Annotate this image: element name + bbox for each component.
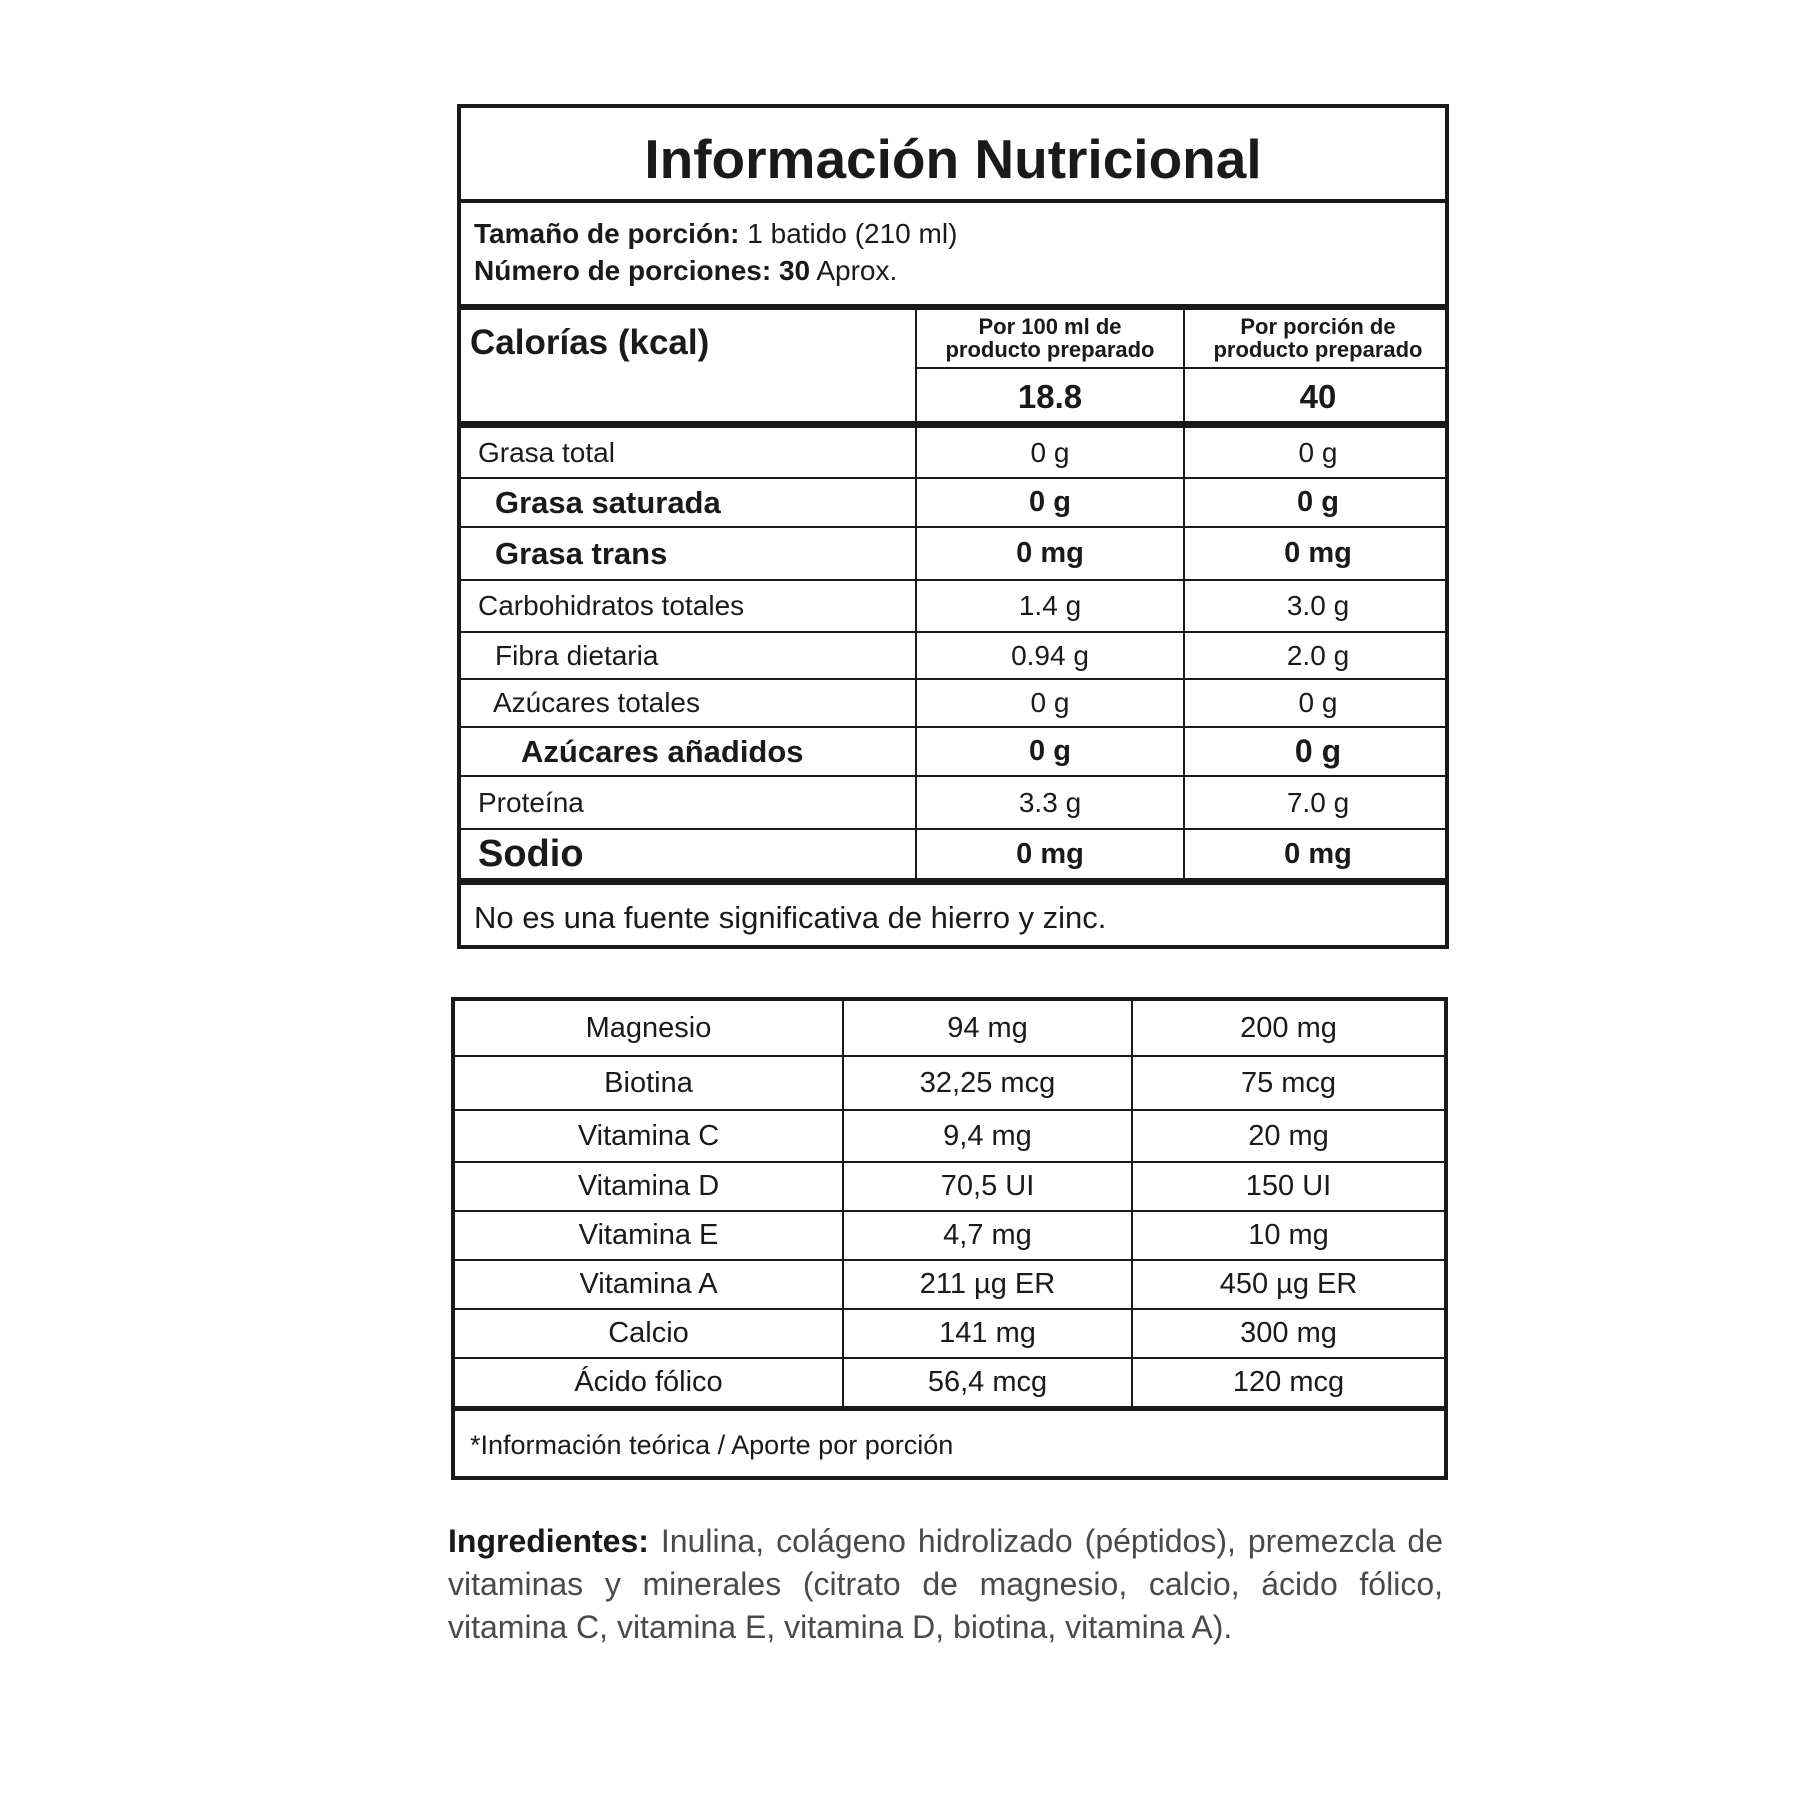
micronutrient-name: Vitamina C [577,1119,720,1152]
nutrition-label [457,104,1449,949]
table-row [461,728,915,775]
micronutrient-value-portion: 20 mg [1248,1119,1329,1152]
nutrient-value-portion: 0 g [1298,687,1338,718]
col-header-100ml-line1: Por 100 ml de [978,314,1122,339]
table-row [461,581,915,631]
label-footnote: No es una fuente significativa de hierro y zinc. [474,900,1107,935]
nutrient-value-portion: 0 g [1294,733,1342,769]
table-row [461,528,915,579]
divider [455,1406,1444,1411]
nutrient-name: Proteína [478,786,584,818]
micronutrient-value-portion: 450 µg ER [1219,1268,1358,1300]
micronutrient-name: Magnesio [585,1011,712,1044]
micronutrient-value-100ml: 141 mg [939,1317,1036,1349]
table-row [461,680,915,726]
micronutrients-footnote: *Información teórica / Aporte por porción [470,1430,954,1460]
micronutrient-value-portion: 300 mg [1240,1317,1337,1349]
divider [461,878,1445,885]
micronutrient-value-100ml: 4,7 mg [943,1219,1032,1251]
divider [461,199,1445,203]
col-header-portion-line2: producto preparado [1213,337,1423,362]
col-header-portion-line1: Por porción de [1240,314,1396,339]
micronutrient-value-100ml: 211 µg ER [919,1268,1056,1300]
nutrient-value-portion: 0 g [1297,486,1339,518]
micronutrient-value-portion: 200 mg [1240,1011,1337,1044]
micronutrient-value-portion: 150 UI [1245,1170,1332,1202]
nutrient-value-100ml: 0.94 g [1011,639,1089,671]
ingredients-paragraph [448,1520,1443,1649]
servings-count: 30 [778,255,811,286]
ingredients-text: Inulina, colágeno hidrolizado (péptidos), premezcla de vitaminas y minerales (citrato de magnesio, calcio, ácido fólico, vitamina C, vitamina E, vitamina D, biotina, vitamina A). [448,1523,1444,1645]
nutrient-value-100ml: 0 mg [1016,837,1084,870]
nutrient-name: Grasa saturada [495,484,721,520]
calories-100ml: 18.8 [1017,378,1083,415]
nutrient-value-portion: 0 g [1298,436,1338,468]
nutrient-name: Azúcares añadidos [521,733,804,769]
table-row [461,830,915,878]
nutrient-value-100ml: 0 mg [1016,537,1084,569]
micronutrient-value-portion: 10 mg [1248,1219,1329,1251]
divider [461,304,1445,310]
nutrient-name: Sodio [478,832,584,875]
serving-size [474,220,957,248]
table-row [461,633,915,678]
micronutrient-value-100ml: 9,4 mg [943,1119,1032,1152]
nutrient-value-100ml: 0 g [1029,735,1071,767]
table-row [461,777,915,828]
micronutrient-name: Vitamina A [579,1268,718,1300]
label-title: Información Nutricional [644,128,1262,190]
divider [461,421,1445,428]
nutrient-value-portion: 0 mg [1284,837,1352,870]
micronutrient-name: Biotina [604,1066,693,1099]
serving-size-label: Tamaño de porción: [474,218,740,249]
nutrient-value-100ml: 0 g [1029,486,1071,518]
nutrient-name: Grasa trans [495,535,668,571]
nutrient-name: Carbohidratos totales [478,590,745,621]
nutrient-value-100ml: 1.4 g [1018,590,1082,621]
nutrient-value-portion: 7.0 g [1286,786,1350,818]
table-row [461,479,915,526]
micronutrient-name: Vitamina E [578,1219,719,1251]
servings-label: Número de porciones: [474,255,772,286]
nutrient-value-100ml: 0 g [1030,436,1070,468]
nutrient-value-100ml: 3.3 g [1018,786,1082,818]
calories-portion: 40 [1299,378,1337,415]
micronutrient-value-portion: 120 mcg [1232,1366,1345,1398]
nutrient-rows [461,428,1445,878]
serving-size-value: 1 batido (210 ml) [747,218,958,249]
micronutrient-name: Calcio [608,1317,689,1349]
micronutrient-value-100ml: 70,5 UI [940,1170,1035,1202]
nutrient-value-portion: 2.0 g [1286,639,1350,671]
table-row [461,428,915,477]
nutrient-name: Grasa total [478,436,615,468]
micronutrient-name: Vitamina D [577,1170,720,1202]
micronutrients-table [451,997,1448,1480]
nutrient-value-portion: 3.0 g [1286,590,1350,621]
col-header-100ml-line2: producto preparado [945,337,1155,362]
servings-suffix: Aprox. [816,255,898,286]
micronutrient-value-100ml: 32,25 mcg [919,1066,1056,1099]
nutrient-value-portion: 0 mg [1284,537,1352,569]
micronutrient-value-100ml: 94 mg [947,1011,1028,1044]
nutrient-value-100ml: 0 g [1030,687,1070,718]
servings-count-line [474,257,897,285]
micronutrient-value-100ml: 56,4 mcg [927,1366,1048,1398]
micronutrient-value-portion: 75 mcg [1240,1066,1337,1099]
micronutrient-name: Ácido fólico [574,1366,723,1398]
header-divider [916,367,1445,369]
nutrient-name: Fibra dietaria [495,639,659,671]
calories-label: Calorías (kcal) [470,323,710,362]
ingredients-label: Ingredientes: [448,1523,649,1559]
nutrient-name: Azúcares totales [493,687,700,718]
